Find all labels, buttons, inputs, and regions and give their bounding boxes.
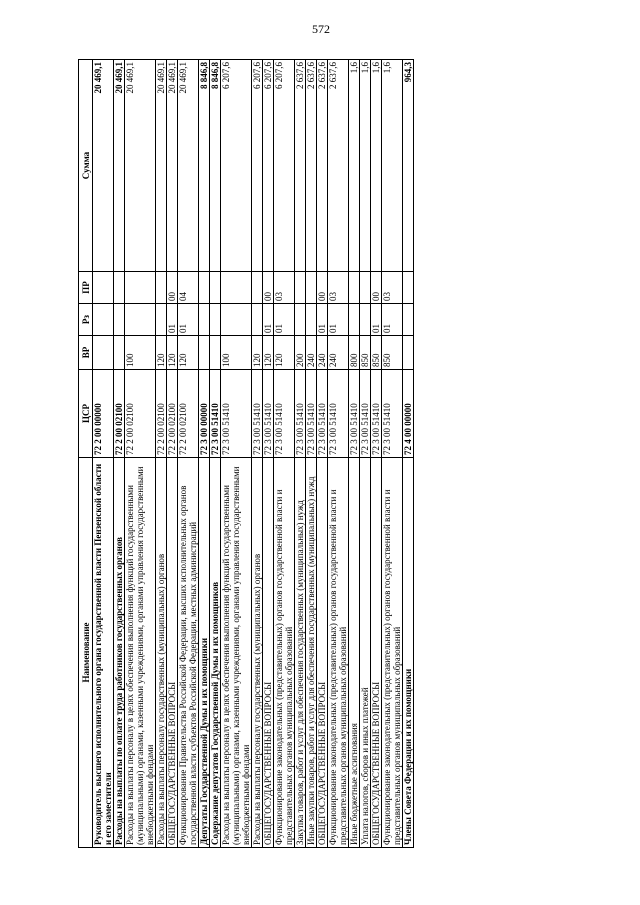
cell-rz: 01 [382,304,403,336]
cell-vr: 850 [360,336,371,370]
header-name: Наименование [79,458,93,848]
cell-sum: 6 207,6 [274,60,295,272]
cell-csr: 72 3 00 51410 [295,370,306,458]
cell-rz [349,304,360,336]
cell-rz [156,304,167,336]
cell-sum: 2 637,6 [317,60,328,272]
cell-csr: 72 3 00 51410 [306,370,317,458]
cell-pr [295,272,306,304]
table-row [93,60,114,848]
cell-sum: 8 846,8 [199,60,210,272]
table-row [210,60,221,848]
cell-vr: 120 [156,336,167,370]
budget-table-container [78,60,592,848]
cell-name: Расходы на выплаты персоналу в целях обеспечения выполнения функций государственными (муниципальными) органами, казенными учреждениями, органами управления государственными внебюджетными фондами [125,458,156,848]
cell-vr: 120 [167,336,178,370]
header-pr: ПР [79,272,93,304]
table-row [382,60,403,848]
cell-pr [306,272,317,304]
cell-csr: 72 2 00 02100 [125,370,156,458]
cell-pr [114,272,125,304]
cell-name: Содержание депутатов Государственной Думы и их помощников [210,458,221,848]
cell-pr [156,272,167,304]
cell-csr: 72 3 00 51410 [349,370,360,458]
table-row [349,60,360,848]
cell-name: ОБЩЕГОСУДАРСТВЕННЫЕ ВОПРОСЫ [263,458,274,848]
page-number: 572 [312,22,330,36]
cell-name: Уплата налогов, сборов и иных платежей [360,458,371,848]
cell-vr: 800 [349,336,360,370]
cell-pr: 00 [167,272,178,304]
cell-sum: 1,6 [371,60,382,272]
cell-rz [295,304,306,336]
cell-sum: 6 207,6 [263,60,274,272]
cell-sum: 20 469,1 [125,60,156,272]
budget-table [78,59,414,848]
table-row [295,60,306,848]
cell-vr [403,336,414,370]
cell-name: Иные закупки товаров, работ и услуг для обеспечения государственных (муниципальных) нужд [306,458,317,848]
cell-name: ОБЩЕГОСУДАРСТВЕННЫЕ ВОПРОСЫ [317,458,328,848]
table-row [371,60,382,848]
cell-rz: 01 [263,304,274,336]
cell-vr [114,336,125,370]
cell-name: Члены Совета Федерации и их помощники [403,458,414,848]
cell-name: Расходы на выплаты персоналу государственных (муниципальных) органов [156,458,167,848]
cell-vr: 120 [263,336,274,370]
cell-rz [210,304,221,336]
cell-vr [93,336,114,370]
cell-name: Депутаты Государственной Думы и их помощники [199,458,210,848]
cell-vr: 240 [306,336,317,370]
cell-name: Функционирование законодательных (представительных) органов государственной власти и представительных органов муниципальных образований [382,458,403,848]
cell-pr: 00 [317,272,328,304]
cell-pr [210,272,221,304]
cell-rz [252,304,263,336]
cell-vr: 100 [221,336,252,370]
cell-csr: 72 3 00 51410 [360,370,371,458]
table-row [114,60,125,848]
cell-name: Расходы на выплаты по оплате труда работников государственных органов [114,458,125,848]
cell-sum: 2 637,6 [295,60,306,272]
cell-name: ОБЩЕГОСУДАРСТВЕННЫЕ ВОПРОСЫ [167,458,178,848]
cell-rz [199,304,210,336]
cell-csr: 72 3 00 51410 [328,370,349,458]
cell-rz: 01 [317,304,328,336]
cell-vr: 240 [317,336,328,370]
cell-csr: 72 3 00 51410 [274,370,295,458]
cell-rz [93,304,114,336]
header-vr: ВР [79,336,93,370]
cell-sum: 6 207,6 [252,60,263,272]
cell-csr: 72 3 00 51410 [371,370,382,458]
cell-sum: 20 469,1 [167,60,178,272]
cell-csr: 72 3 00 51410 [252,370,263,458]
header-sum: Сумма [79,60,93,272]
cell-sum: 6 207,6 [221,60,252,272]
cell-pr [93,272,114,304]
cell-vr [210,336,221,370]
cell-vr [199,336,210,370]
cell-pr [360,272,371,304]
cell-vr: 240 [328,336,349,370]
cell-vr: 120 [252,336,263,370]
table-body [93,60,414,848]
table-row [156,60,167,848]
cell-csr: 72 2 00 02100 [178,370,199,458]
cell-rz [403,304,414,336]
cell-pr: 04 [178,272,199,304]
cell-vr: 120 [274,336,295,370]
cell-rz [114,304,125,336]
cell-pr: 03 [274,272,295,304]
cell-pr [403,272,414,304]
cell-csr: 72 2 00 00000 [93,370,114,458]
table-row [221,60,252,848]
cell-pr [125,272,156,304]
cell-sum: 964,3 [403,60,414,272]
cell-sum: 20 469,1 [156,60,167,272]
cell-name: Функционирование законодательных (представительных) органов государственной власти и представительных органов муниципальных образований [328,458,349,848]
cell-csr: 72 2 00 02100 [114,370,125,458]
cell-csr: 72 4 00 00000 [403,370,414,458]
cell-rz [306,304,317,336]
cell-vr: 200 [295,336,306,370]
table-row [306,60,317,848]
cell-rz: 01 [274,304,295,336]
cell-vr: 850 [371,336,382,370]
cell-rz: 01 [371,304,382,336]
table-row [178,60,199,848]
cell-sum: 20 469,1 [114,60,125,272]
cell-name: Закупка товаров, работ и услуг для обеспечения государственных (муниципальных) нужд [295,458,306,848]
table-row [328,60,349,848]
table-row [125,60,156,848]
cell-vr: 850 [382,336,403,370]
table-row [252,60,263,848]
cell-pr: 00 [263,272,274,304]
header-rz: Рз [79,304,93,336]
cell-vr: 120 [178,336,199,370]
cell-sum: 8 846,8 [210,60,221,272]
cell-pr [221,272,252,304]
cell-name: Функционирование законодательных (представительных) органов государственной власти и представительных органов муниципальных образований [274,458,295,848]
cell-name: Расходы на выплаты персоналу государственных (муниципальных) органов [252,458,263,848]
cell-rz: 01 [178,304,199,336]
cell-csr: 72 3 00 00000 [199,370,210,458]
cell-name: Функционирование Правительства Российской Федерации, высших исполнительных органов государственной власти субъектов Российской Федерации, местных администраций [178,458,199,848]
table-row [274,60,295,848]
cell-pr: 03 [328,272,349,304]
cell-sum: 20 469,1 [93,60,114,272]
table-row [317,60,328,848]
cell-sum: 2 637,6 [306,60,317,272]
cell-pr [199,272,210,304]
cell-rz [221,304,252,336]
cell-pr: 03 [382,272,403,304]
cell-name: Расходы на выплаты персоналу в целях обеспечения выполнения функций государственными (муниципальными) органами, казенными учреждениями, органами управления государственными внебюджетными фондами [221,458,252,848]
cell-csr: 72 3 00 51410 [382,370,403,458]
table-row [199,60,210,848]
table-row [403,60,414,848]
cell-csr: 72 3 00 51410 [263,370,274,458]
cell-csr: 72 2 00 02100 [167,370,178,458]
cell-sum: 1,6 [349,60,360,272]
cell-rz: 01 [167,304,178,336]
cell-pr: 00 [371,272,382,304]
cell-csr: 72 3 00 51410 [221,370,252,458]
cell-sum: 2 637,6 [328,60,349,272]
cell-csr: 72 3 00 51410 [210,370,221,458]
cell-csr: 72 2 00 02100 [156,370,167,458]
cell-rz: 01 [328,304,349,336]
cell-rz [360,304,371,336]
table-row [167,60,178,848]
cell-csr: 72 3 00 51410 [317,370,328,458]
cell-name: Иные бюджетные ассигнования [349,458,360,848]
table-header-row [79,60,93,848]
cell-pr [252,272,263,304]
table-row [360,60,371,848]
cell-rz [125,304,156,336]
cell-name: Руководитель высшего исполнительного органа государственной власти Пензенской области и его заместители [93,458,114,848]
cell-vr: 100 [125,336,156,370]
table-row [263,60,274,848]
cell-name: ОБЩЕГОСУДАРСТВЕННЫЕ ВОПРОСЫ [371,458,382,848]
cell-pr [349,272,360,304]
cell-sum: 1,6 [360,60,371,272]
header-csr: ЦСР [79,370,93,458]
cell-sum: 20 469,1 [178,60,199,272]
cell-sum: 1,6 [382,60,403,272]
